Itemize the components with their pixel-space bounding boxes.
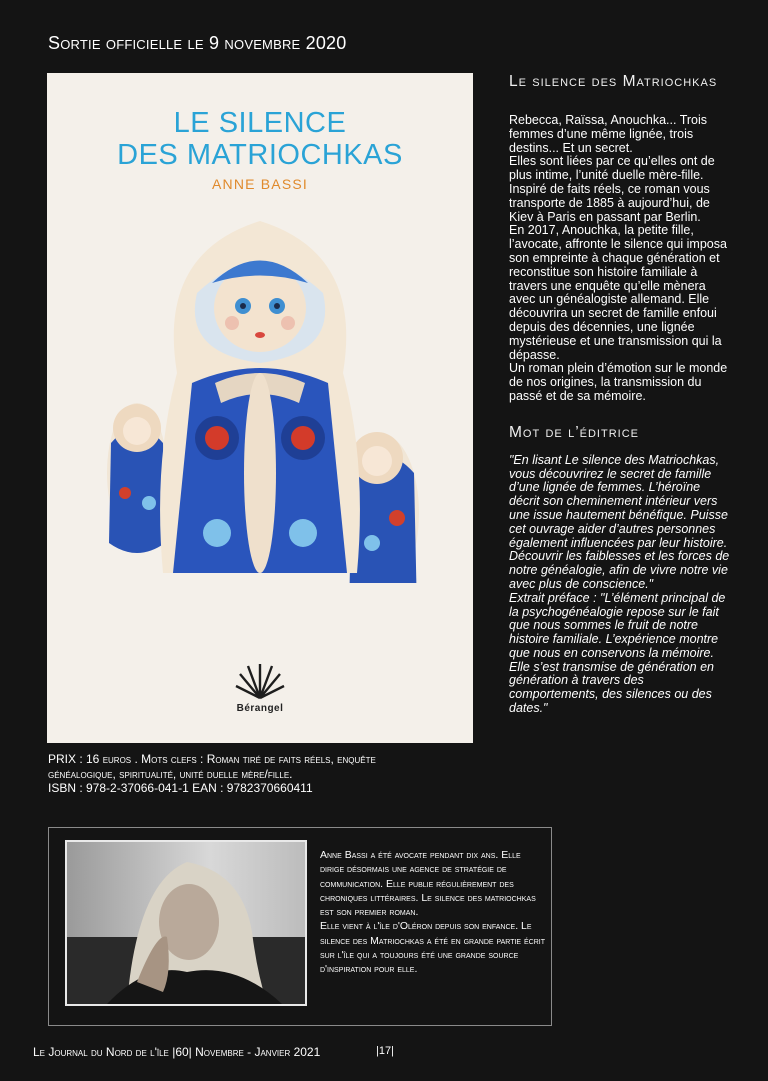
synopsis-paragraph: Elles sont liées par ce qu’elles ont de plus intime, l’unité duelle mère-fille. Inspiré de faits réels, ce roman vous transporte de 1885 à aujourd’hui, de Kiev à Paris en passant par Berlin.	[509, 154, 715, 224]
cover-publisher: Bérangel	[236, 703, 284, 714]
synopsis-paragraph: Rebecca, Raïssa, Anouchka... Trois femmes d’une même lignée, trois destins... Et un secret.	[509, 113, 708, 155]
right-column	[509, 73, 731, 716]
author-photo	[65, 840, 307, 1006]
cover-author: ANNE BASSI	[211, 176, 309, 192]
author-bio-text	[320, 848, 546, 977]
matryoshka-dolls-illustration	[47, 213, 473, 583]
synopsis-paragraph: Un roman plein d’émotion sur le monde de nos origines, la transmission du passé et de sa mémoire.	[509, 361, 728, 403]
release-date-line: Sortie officielle le 9 novembre 2020	[48, 33, 347, 53]
berangel-flower-logo-icon	[234, 658, 286, 700]
quote-paragraph: Extrait préface : "L’élément principal de la psychogénéalogie repose sur le fait que nous sommes le fruit de notre histoire familiale. L’expérience montre que nous en conservons la mémoire. Elle s’est transmise de génération en génération à travers des comportements, des silences ou des dates."	[509, 590, 726, 716]
footer-journal: Le Journal du Nord de l'île |60| Novembre - Janvier 2021	[33, 1045, 321, 1059]
synopsis-paragraph: En 2017, Anouchka, la petite fille, l’avocate, affronte le silence qui imposa son empreinte à chaque génération et reconstitue son histoire familiale à travers une enquête qu’elle mènera avec un généalogiste allemand. Elle découvrira un secret de famille enfoui depuis des décennies, une lignée mystérieuse et une transmission qui la dépasse.	[509, 223, 727, 362]
book-info	[48, 752, 468, 796]
info-isbn: ISBN : 978-2-37066-041-1 EAN : 9782370660411	[48, 781, 313, 795]
cover-title-line1: LE SILENCE	[173, 107, 347, 139]
book-cover	[47, 73, 473, 743]
section-heading-editrice: Mot de l’éditrice	[509, 423, 639, 441]
info-price-keywords: PRIX : 16 euros . Mots clefs : Roman tiré de faits réels, enquête	[48, 752, 376, 766]
quote-paragraph: "En lisant Le silence des Matriochkas, vous découvrirez le secret de famille d’une lignée de femmes. L’héroïne décrit son cheminement intérieur vers une issue hautement bénéfique. Puisse cet ouvrage aider d’autres personnes également influencées par leur histoire. Découvrir les faiblesses et les forces de notre généalogie, afin de vivre notre vie avec plus de conscience."	[509, 452, 730, 591]
info-keywords-cont: généalogique, spiritualité, unité duelle mère/fille.	[48, 766, 293, 781]
section-heading-silence: Le silence des Matriochkas	[509, 73, 718, 90]
bio-paragraph: Elle vient à l'île d'Oléron depuis son enfance. Le silence des Matriochkas a été en grande partie écrit sur l'île qui a toujours été une grande source d'inspiration pour elle.	[320, 920, 546, 976]
bio-paragraph: Anne Bassi a été avocate pendant dix ans. Elle dirige désormais une agence de stratégie de communication. Elle publie régulièrement des chroniques littéraires. Le silence des matriochkas est son premier roman.	[320, 849, 536, 919]
synopsis-text	[509, 114, 731, 404]
page-number: |17|	[376, 1045, 394, 1057]
editor-quote	[509, 454, 731, 716]
author-bio-box	[48, 827, 552, 1026]
cover-title-line2: DES MATRIOCHKAS	[117, 139, 403, 171]
